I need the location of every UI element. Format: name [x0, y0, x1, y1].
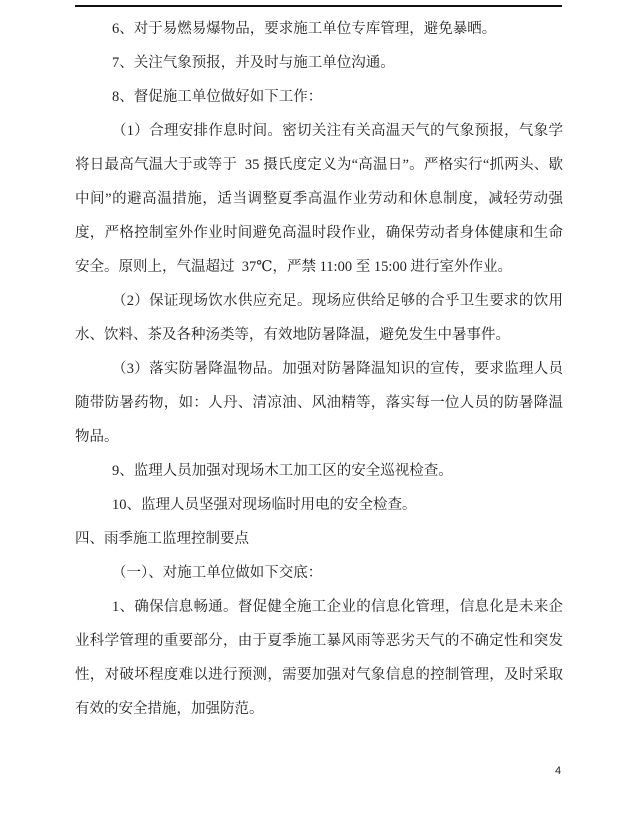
header-divider [75, 5, 562, 7]
paragraph: 四、雨季施工监理控制要点 [75, 531, 249, 547]
paragraph: （1）合理安排作息时间。密切关注有关高温天气的气象预报，气象学将日最高气温大于或等于 35 摄氏度定义为“高温日”。严格实行“抓两头、歇中间”的避高温措施，适当调整夏季高温作业劳动和休息制度，减轻劳动强度，严格控制室外作业时间避免高温时段作业，确保劳动者身体健康和生命安全。原则上，气温超过 37℃，严禁 11:00 至 15:00 进行室外作业。 [75, 123, 563, 275]
paragraph: 6、对于易燃易爆物品，要求施工单位专库管理，避免暴晒。 [111, 21, 497, 37]
paragraph: 7、关注气象预报，并及时与施工单位沟通。 [111, 55, 395, 71]
paragraph: 10、监理人员坚强对现场临时用电的安全检查。 [111, 497, 417, 513]
page-number: 4 [554, 765, 562, 777]
paragraph: 9、监理人员加强对现场木工加工区的安全巡视检查。 [111, 463, 453, 479]
paragraph: （3）落实防暑降温物品。加强对防暑降温知识的宣传，要求监理人员随带防暑药物，如：人丹、清凉油、风油精等，落实每一位人员的防暑降温物品。 [75, 361, 563, 445]
paragraph: 1、确保信息畅通。督促健全施工企业的信息化管理，信息化是未来企业科学管理的重要部分，由于夏季施工暴风雨等恶劣天气的不确定性和突发性，对破坏程度难以进行预测，需要加强对气象信息的控制管理，及时采取有效的安全措施，加强防范。 [75, 599, 563, 717]
document-body [75, 12, 563, 726]
paragraph: （一）、对施工单位做如下交底： [111, 565, 323, 581]
paragraph: （2）保证现场饮水供应充足。现场应供给足够的合乎卫生要求的饮用水、饮料、茶及各种汤类等，有效地防暑降温，避免发生中暑事件。 [75, 293, 563, 343]
paragraph: 8、督促施工单位做好如下工作： [111, 89, 323, 105]
